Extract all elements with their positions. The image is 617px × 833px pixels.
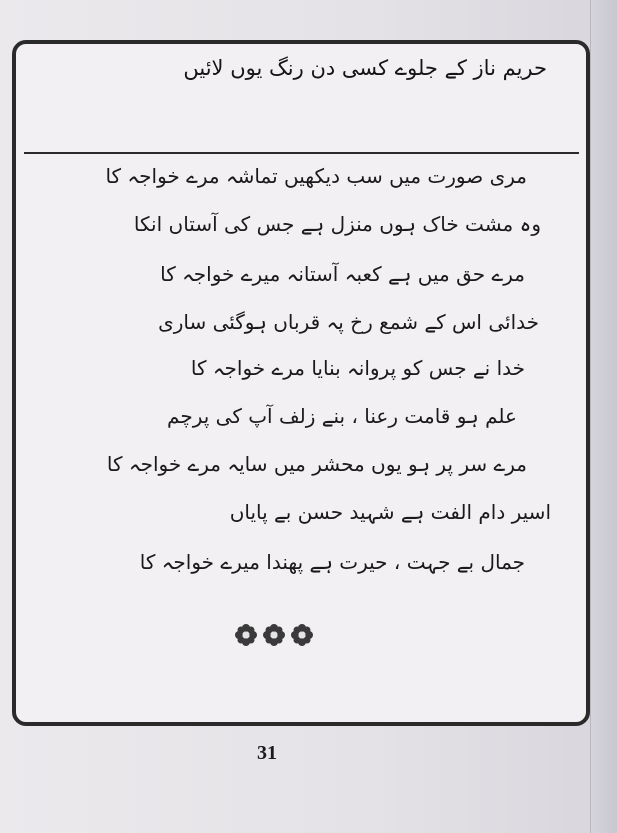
poem-title: حریم ناز کے جلوے کسی دن رنگ یوں لائیں [183,56,547,80]
page-gutter [590,0,617,833]
poem-line-5: خدا نے جس کو پروانہ بنایا مرے خواجہ کا [190,356,525,380]
poem-line-3: مرے حق میں ہے کعبہ آستانہ میرے خواجہ کا [160,262,525,286]
poem-line-7: مرے سر پر ہو یوں محشر میں سایہ مرے خواجہ کا [106,452,527,476]
poem-line-1: مری صورت میں سب دیکھیں تماشہ مرے خواجہ کا [105,164,527,188]
flower-icon [262,623,286,647]
poem-line-8: اسیر دام الفت ہے شہید حسن بے پایاں [229,500,551,524]
poem-line-2: وہ مشت خاک ہوں منزل ہے جس کی آستاں انکا [133,212,541,236]
poem-line-4: خدائی اس کے شمع رخ پہ قرباں ہوگئی ساری [158,310,539,334]
flower-icon [290,623,314,647]
page-number: 31 [257,742,277,764]
poem-line-9: جمال بے جہت ، حیرت ہے پھندا میرے خواجہ کا [139,550,525,574]
poem-line-6: علم ہو قامت رعنا ، بنے زلف آپ کی پرچم [167,404,517,428]
ornament [234,623,314,647]
flower-icon [234,623,258,647]
